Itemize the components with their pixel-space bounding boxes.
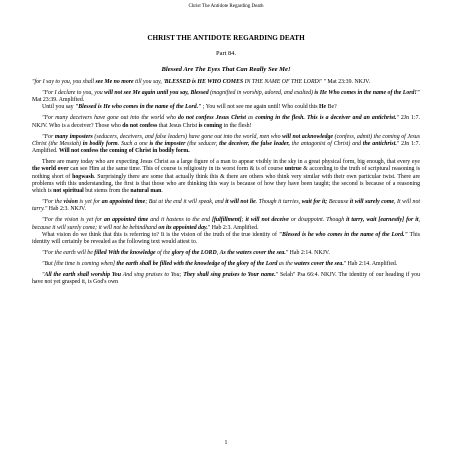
scripture-quote-hab-2-14-amplified: "But [the time is coming when] the earth shall be filled with the knowledge of the glory of the Lord as the waters cover the sea." Hab 2:14. Amplified. — [42, 260, 398, 267]
scripture-quote-mat-amplified: "For I declare to you, you will not see Me again until you say, Blessed (magnified in worship, adored, and exalted) is He Who comes in the name of the Lord!" Mat 23:39. Amplified. — [32, 89, 420, 104]
commentary-paragraph: What vision do we think that this is referring to? It is the vision of the truth of the true identity of "Blessed is he who comes in the name of the Lord." This identity will certainly be revealed as the following text would attest to. — [32, 231, 421, 246]
scripture-quote-hab-2-14-nkjv: "For the earth will be filled With the knowledge of the glory of the LORD, As the waters cover the sea." Hab 2:14. NKJV. — [42, 250, 330, 257]
section-subtitle: Blessed Are The Eyes That Can Really See Me! — [161, 66, 291, 73]
scripture-quote-2jn-amplified: "For many imposters (seducers, deceivers, and false leaders) have gone out into the world, men who will not acknowledge (confess, admit) the coming of Jesus Christ (the Messiah) in bodily form. Such a one is the imposter (the seducer, the deceiver, the false leader, the antagonist of Christ) and the antichrist." 2Jn 1:7. Amplified. Will not confess the coming of Christ in bodily form. — [32, 133, 421, 155]
scripture-quote-2jn-nkjv: "For many deceivers have gone out into the world who do not confess Jesus Christ as coming in the flesh. This is a deceiver and an antichrist." 2Jn 1:7. NKJV. Who is a deceiver? Those who do not confess that Jesus Christ is coming in the flesh! — [32, 115, 420, 129]
commentary-paragraph: Until you say "Blessed is He who comes in the name of the Lord." ; You will not see me again until! Who could this He Be? — [42, 104, 337, 111]
page-number: 1 — [224, 440, 228, 446]
scripture-quote-hab-amplified: "For the vision is yet for an appointed time and it hastens to the end [fulfillment]; it will not deceive or disappoint. Though it tarry, wait [earnestly] for it, because it will surely come; it will not be behindhand on its appointed day." Hab 2:3. Amplified. — [32, 217, 420, 231]
commentary-paragraph: There are many today who are expecting Jesus Christ as a large figure of a man to appear visibly in the sky in a great physical form, big enough, that every eye the world over can see Him at the same time. This of course is religiosity in its worst form & is of course untrue & according to the truth of scriptural reasoning is nothing short of hogwash. Surprisingly there are some that actually think this & there are others who think very similar with their own particular twist. There are problems with this understanding, the first is that those who are thinking this way is because of how they have been taught; the second is because of a reasoning which is not spiritual but stems from the natural man. — [32, 159, 420, 195]
scripture-quote-psa: "All the earth shall worship You And sing praises to You; They shall sing praises to Your name." Selah" Psa 66:4. NKJV. The identity of our heading if you have not yet grasped it, is God's own — [32, 271, 420, 286]
scripture-quote-hab-nkjv: "For the vision is yet for an appointed time; But at the end it will speak, and it will not lie. Though it tarries, wait for it; Because it will surely come, It will not tarry." Hab 2:3. NKJV. — [32, 199, 421, 213]
document-title: CHRIST THE ANTIDOTE REGARDING DEATH — [147, 34, 305, 42]
running-header: Christ The Antidote Regarding Death — [188, 4, 264, 9]
part-number: Part 84. — [216, 50, 236, 57]
scripture-quote-mat-nkjv: "for I say to you, you shall see Me no more till you say, 'BLESSED is HE WHO COMES IN THE NAME OF THE LORD!' " Mat 23:39. NKJV. — [32, 79, 371, 85]
